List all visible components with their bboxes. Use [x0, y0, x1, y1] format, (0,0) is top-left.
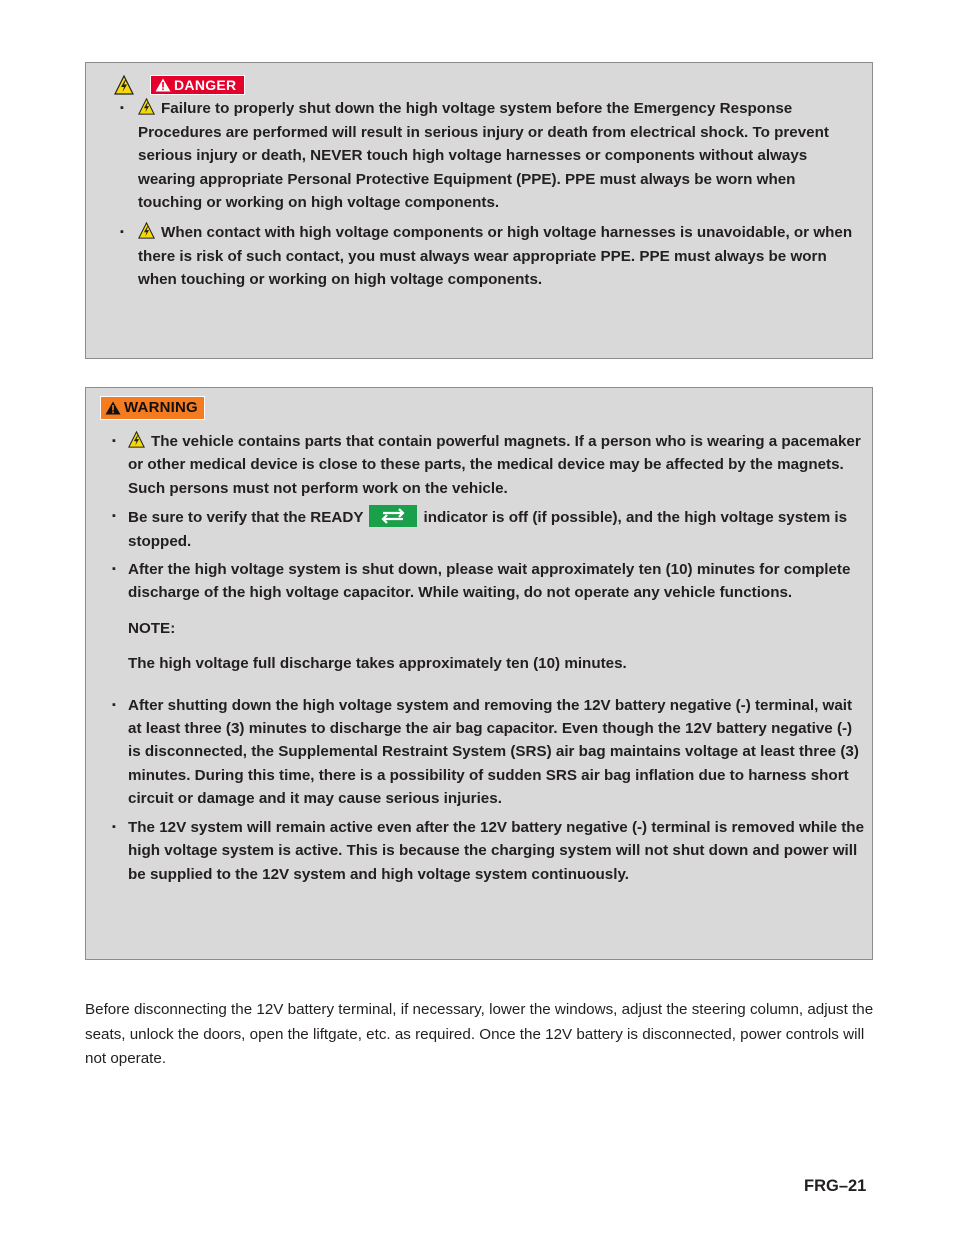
danger-list — [116, 97, 856, 298]
list-item — [116, 97, 856, 215]
high-voltage-warning-icon — [128, 431, 145, 448]
list-item — [116, 221, 856, 292]
list-item — [112, 558, 868, 676]
warning-item-text: After the high voltage system is shut down, please wait approximately ten (10) minutes for complete discharge of the high voltage capacitor. While waiting, do not operate any vehicle functions. — [128, 561, 851, 602]
warning-item-text: Be sure to verify that the READY — [128, 509, 364, 527]
ready-indicator-icon — [369, 505, 417, 527]
warning-label: WARNING — [124, 399, 198, 416]
warning-item-text: The vehicle contains parts that contain powerful magnets. If a person who is wearing a pacemaker or other medical device is close to these parts, the medical device may be affected by the magnets. Such persons must not perform work on the vehicle. — [128, 433, 861, 497]
body-paragraph: Before disconnecting the 12V battery terminal, if necessary, lower the windows, adjust the steering column, adjust the seats, unlock the doors, open the liftgate, etc. as required. Once the 12V battery is disconnected, power controls will not operate. — [85, 1001, 874, 1068]
page-number: FRG–21 — [804, 1177, 867, 1195]
warning-badge — [100, 396, 205, 420]
danger-label: DANGER — [174, 77, 237, 93]
warning-item-text: The 12V system will remain active even after the 12V battery negative (-) terminal is removed while the high voltage system is active. This is because the charging system will not shut down and power will be supplied to the 12V system and high voltage system continuously. — [128, 818, 865, 883]
warning-item-text: After shutting down the high voltage system and removing the 12V battery negative (-) terminal, wait at least three (3) minutes to discharge the air bag capacitor. Even though the 12V battery negative (-) is disconnected, the Supplemental Restraint System (SRS) air bag maintains voltage at least three (3) minutes. During this time, there is a possibility of sudden SRS air bag inflation due to harness short circuit or damage and it may cause serious injuries. — [128, 696, 859, 808]
high-voltage-warning-icon — [138, 98, 155, 115]
high-voltage-warning-icon — [114, 75, 134, 95]
danger-item-text: When contact with high voltage components or high voltage harnesses is unavoidable, or when there is risk of such contact, you must always wear appropriate PPE. PPE must always be worn when touching or working on high voltage components. — [138, 223, 853, 289]
warning-item-text: indicator is off (if possible), and the high voltage system is stopped. — [128, 509, 848, 550]
exclamation-triangle-icon — [155, 78, 171, 92]
danger-box — [85, 62, 873, 359]
high-voltage-warning-icon — [138, 222, 155, 239]
warning-list — [112, 430, 868, 891]
list-item — [112, 430, 868, 500]
exclamation-triangle-icon — [105, 401, 121, 415]
danger-badge — [150, 75, 245, 95]
list-item — [112, 816, 868, 886]
note-label: NOTE: — [128, 619, 176, 637]
danger-item-text: Failure to properly shut down the high voltage system before the Emergency Response Procedures are performed will result in serious injury or death from electrical shock. To prevent serious injury or death, NEVER touch high voltage harnesses or components without always wearing appropriate Personal Protective Equipment (PPE). PPE must always be worn when touching or working on high voltage components. — [138, 100, 829, 212]
danger-header — [114, 75, 245, 95]
list-item — [112, 694, 868, 811]
warning-box — [85, 387, 873, 960]
list-item — [112, 505, 868, 553]
note-text: The high voltage full discharge takes approximately ten (10) minutes. — [128, 655, 627, 673]
